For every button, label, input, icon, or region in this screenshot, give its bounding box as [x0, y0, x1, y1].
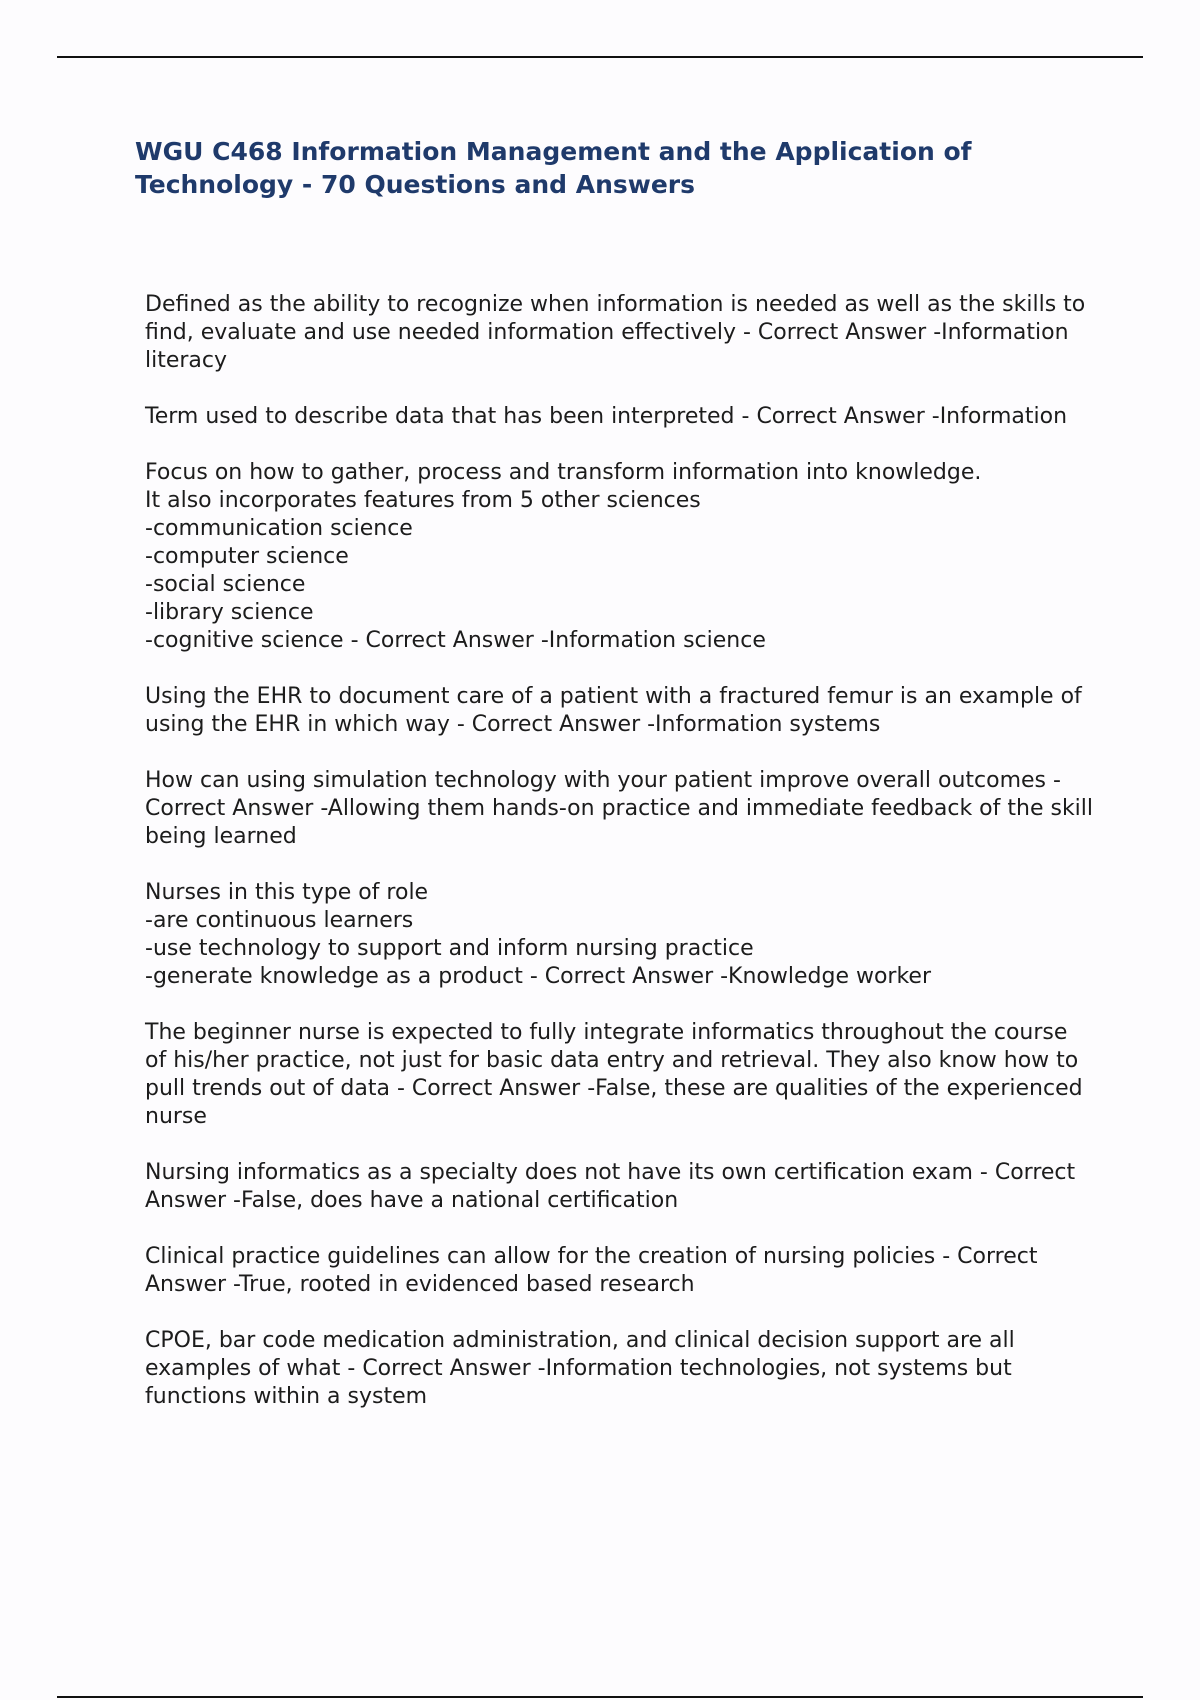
qa-item-7: The beginner nurse is expected to fully integrate informatics throughout the course of his/her practice, not just for basic data entry and retrieval. They also know how to pull trends out of data - Correct Answer -False, these are qualities of the experienced nurse — [145, 1020, 1083, 1129]
qa-item-5: How can using simulation technology with your patient improve overall outcomes - Correct Answer -Allowing them hands-on practice and immediate feedback of the skill being learned — [145, 768, 1094, 849]
qa-item-4: Using the EHR to document care of a patient with a fractured femur is an example of using the EHR in which way - Correct Answer -Information systems — [145, 684, 1082, 737]
qa-item-10: CPOE, bar code medication administration, and clinical decision support are all examples of what - Correct Answer -Information technologies, not systems but functions within a system — [145, 1328, 1015, 1409]
footer-rule — [57, 1696, 1143, 1698]
qa-list — [145, 291, 1095, 1439]
qa-item-8: Nursing informatics as a specialty does not have its own certification exam - Correct Answer -False, does have a national certification — [145, 1160, 1076, 1213]
qa-item-6: Nurses in this type of role -are continuous learners -use technology to support and inform nursing practice -generate knowledge as a product - Correct Answer -Knowledge worker — [145, 880, 932, 989]
header-rule — [57, 56, 1143, 58]
qa-item-1: Defined as the ability to recognize when information is needed as well as the skills to find, evaluate and use needed information effectively - Correct Answer -Information literacy — [145, 292, 1086, 373]
document-title: WGU C468 Information Management and the Application of Technology - 70 Questions and Answers — [135, 137, 972, 199]
qa-item-9: Clinical practice guidelines can allow for the creation of nursing policies - Correct Answer -True, rooted in evidenced based research — [145, 1244, 1038, 1297]
qa-item-2: Term used to describe data that has been interpreted - Correct Answer -Information — [145, 404, 1068, 429]
qa-item-3: Focus on how to gather, process and transform information into knowledge. It also incorporates features from 5 other sciences -communication science -computer science -social science -library science -cognitive science - Correct Answer -Information science — [145, 460, 982, 653]
